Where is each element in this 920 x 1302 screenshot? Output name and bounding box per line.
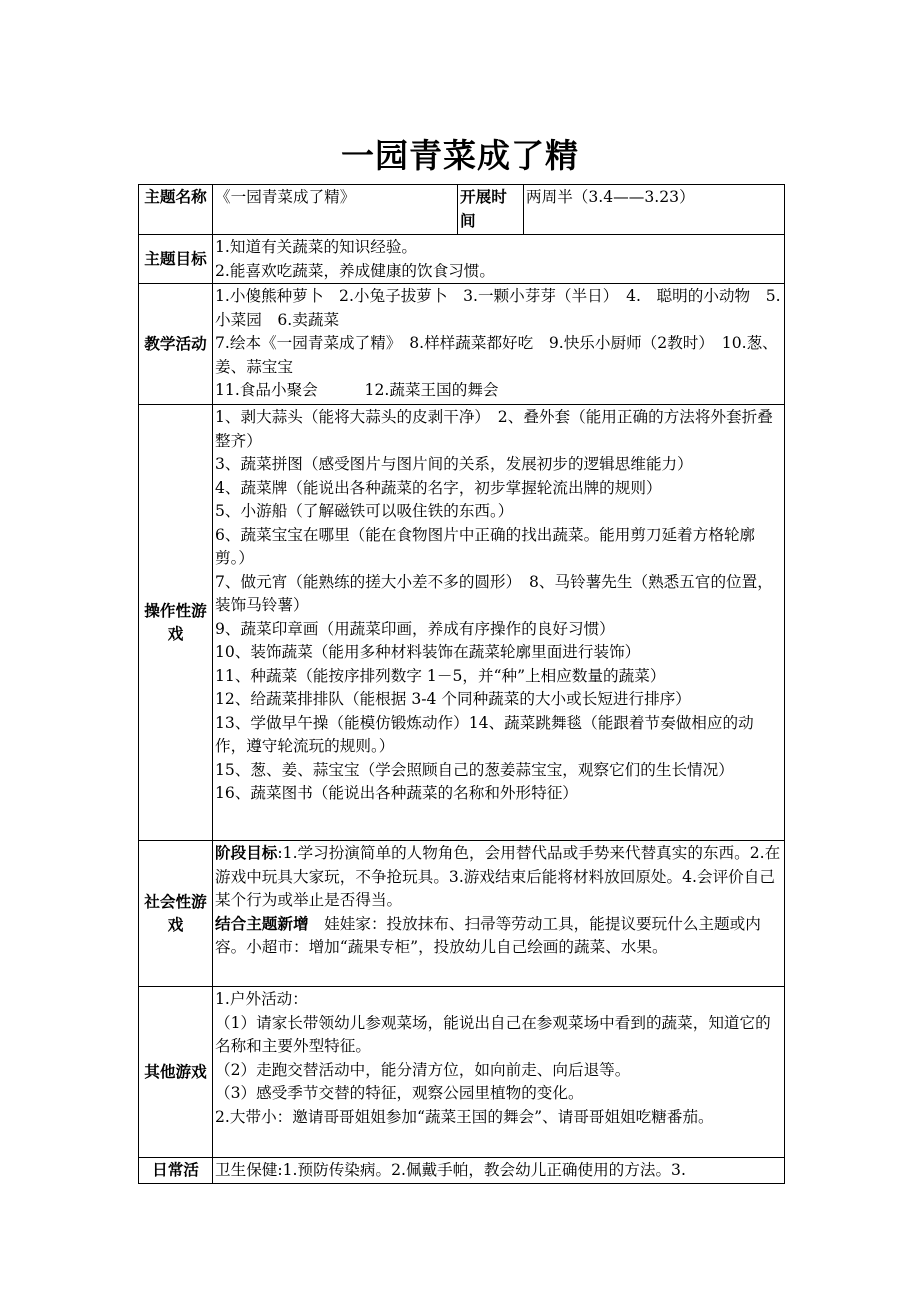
operation-item: 15、葱、姜、蒜宝宝（学会照顾自己的葱姜蒜宝宝，观察它们的生长情况） (215, 760, 734, 779)
teaching-line: 11.食品小聚会 12.蔬菜王国的舞会 (215, 381, 499, 399)
other-line: 2.大带小：邀请哥哥姐姐参加“蔬菜王国的舞会”、请哥哥姐姐吃糖番茄。 (215, 1107, 714, 1126)
operation-item: 9、蔬菜印章画（用蔬菜印画，养成有序操作的良好习惯） (215, 619, 615, 638)
other-row (139, 987, 785, 1158)
theme-plan-table (138, 184, 785, 1184)
theme-addition-label: 结合主题新增 (215, 914, 309, 933)
other-line: （2）走跑交替活动中，能分清方位，如向前走、向后退等。 (215, 1060, 631, 1079)
other-line: 1.户外活动： (215, 990, 308, 1008)
operation-item: 12、给蔬菜排排队（能根据 3-4 个同种蔬菜的大小或长短进行排序） (215, 690, 691, 708)
operation-row (139, 405, 785, 841)
theme-addition-paragraph (215, 913, 782, 960)
theme-label: 主题名称 (139, 185, 213, 235)
operation-content (213, 405, 785, 841)
other-content (213, 987, 785, 1158)
operation-item: 11、种蔬菜（能按序排列数字 1－5，并“种”上相应数量的蔬菜） (215, 666, 666, 685)
period-value: 两周半（3.4——3.23） (524, 185, 785, 235)
theme-addition-text: 娃娃家：投放抹布、扫帚等劳动工具，能提议要玩什么主题或内容。小超市：增加“蔬果专柜”，投放幼儿自己绘画的蔬菜、水果。 (215, 914, 761, 956)
daily-content (213, 1158, 785, 1184)
teaching-row (139, 284, 785, 405)
goals-row (139, 235, 785, 284)
goals-label: 主题目标 (139, 235, 213, 284)
theme-row (139, 185, 785, 235)
daily-row (139, 1158, 785, 1184)
other-line: （3）感受季节交替的特征，观察公园里植物的变化。 (215, 1084, 584, 1102)
operation-item: 6、蔬菜宝宝在哪里（能在食物图片中正确的找出蔬菜。能用剪刀延着方格轮廓剪。） (215, 525, 756, 567)
operation-item: 10、装饰蔬菜（能用多种材料装饰在蔬菜轮廓里面进行装饰） (215, 643, 641, 661)
social-content (213, 841, 785, 987)
other-label: 其他游戏 (139, 987, 213, 1158)
stage-goal-paragraph (215, 842, 782, 913)
social-row (139, 841, 785, 987)
operation-item: 3、蔬菜拼图（感受图片与图片间的关系，发展初步的逻辑思维能力） (215, 455, 693, 473)
theme-value: 《一园青菜成了精》 (213, 185, 458, 235)
operation-item: 5、小游船（了解磁铁可以吸住铁的东西。） (215, 502, 514, 520)
other-line: （1）请家长带领幼儿参观菜场，能说出自己在参观菜场中看到的蔬菜，知道它的名称和主要外型特征。 (215, 1013, 771, 1055)
daily-label: 日常活 (139, 1158, 213, 1184)
goal-line: 1.知道有关蔬菜的知识经验。 (215, 238, 418, 256)
operation-item: 1、剥大蒜头（能将大蒜头的皮剥干净） 2、叠外套（能用正确的方法将外套折叠整齐） (215, 408, 773, 450)
teaching-label: 教学活动 (139, 284, 213, 405)
social-label: 社会性游戏 (139, 841, 213, 987)
goals-content (213, 235, 785, 284)
page-title: 一园青菜成了精 (341, 136, 579, 175)
operation-item: 16、蔬菜图书（能说出各种蔬菜的名称和外形特征） (215, 784, 578, 802)
daily-text: 卫生保健:1.预防传染病。2.佩戴手帕，教会幼儿正确使用的方法。3. (215, 1161, 686, 1179)
teaching-line: 7.绘本《一园青菜成了精》 8.样样蔬菜都好吃 9.快乐小厨师（2教时） 10.葱、姜、蒜宝宝 (215, 334, 778, 376)
period-label: 开展时间 (458, 185, 524, 235)
teaching-line: 1.小傻熊种萝卜 2.小兔子拔萝卜 3.一颗小芽芽（半日） 4. 聪明的小动物 5.小菜园 6.卖蔬菜 (215, 287, 781, 329)
operation-item: 13、学做早午操（能模仿锻炼动作）14、蔬菜跳舞毯（能跟着节奏做相应的动作，遵守轮流玩的规则。） (215, 713, 754, 755)
stage-goal-text: :1.学习扮演简单的人物角色，会用替代品或手势来代替真实的东西。2.在游戏中玩具大家玩，不争抢玩具。3.游戏结束后能将材料放回原处。4.会评价自己某个行为或举止是否得当。 (215, 844, 781, 909)
teaching-content (213, 284, 785, 405)
operation-item: 4、蔬菜牌（能说出各种蔬菜的名字，初步掌握轮流出牌的规则） (215, 478, 662, 497)
operation-item: 7、做元宵（能熟练的搓大小差不多的圆形） 8、马铃薯先生（熟悉五官的位置，装饰马铃薯） (215, 572, 773, 614)
operation-label: 操作性游戏 (139, 405, 213, 841)
stage-goal-label: 阶段目标 (215, 844, 278, 862)
goal-line: 2.能喜欢吃蔬菜，养成健康的饮食习惯。 (215, 261, 495, 280)
